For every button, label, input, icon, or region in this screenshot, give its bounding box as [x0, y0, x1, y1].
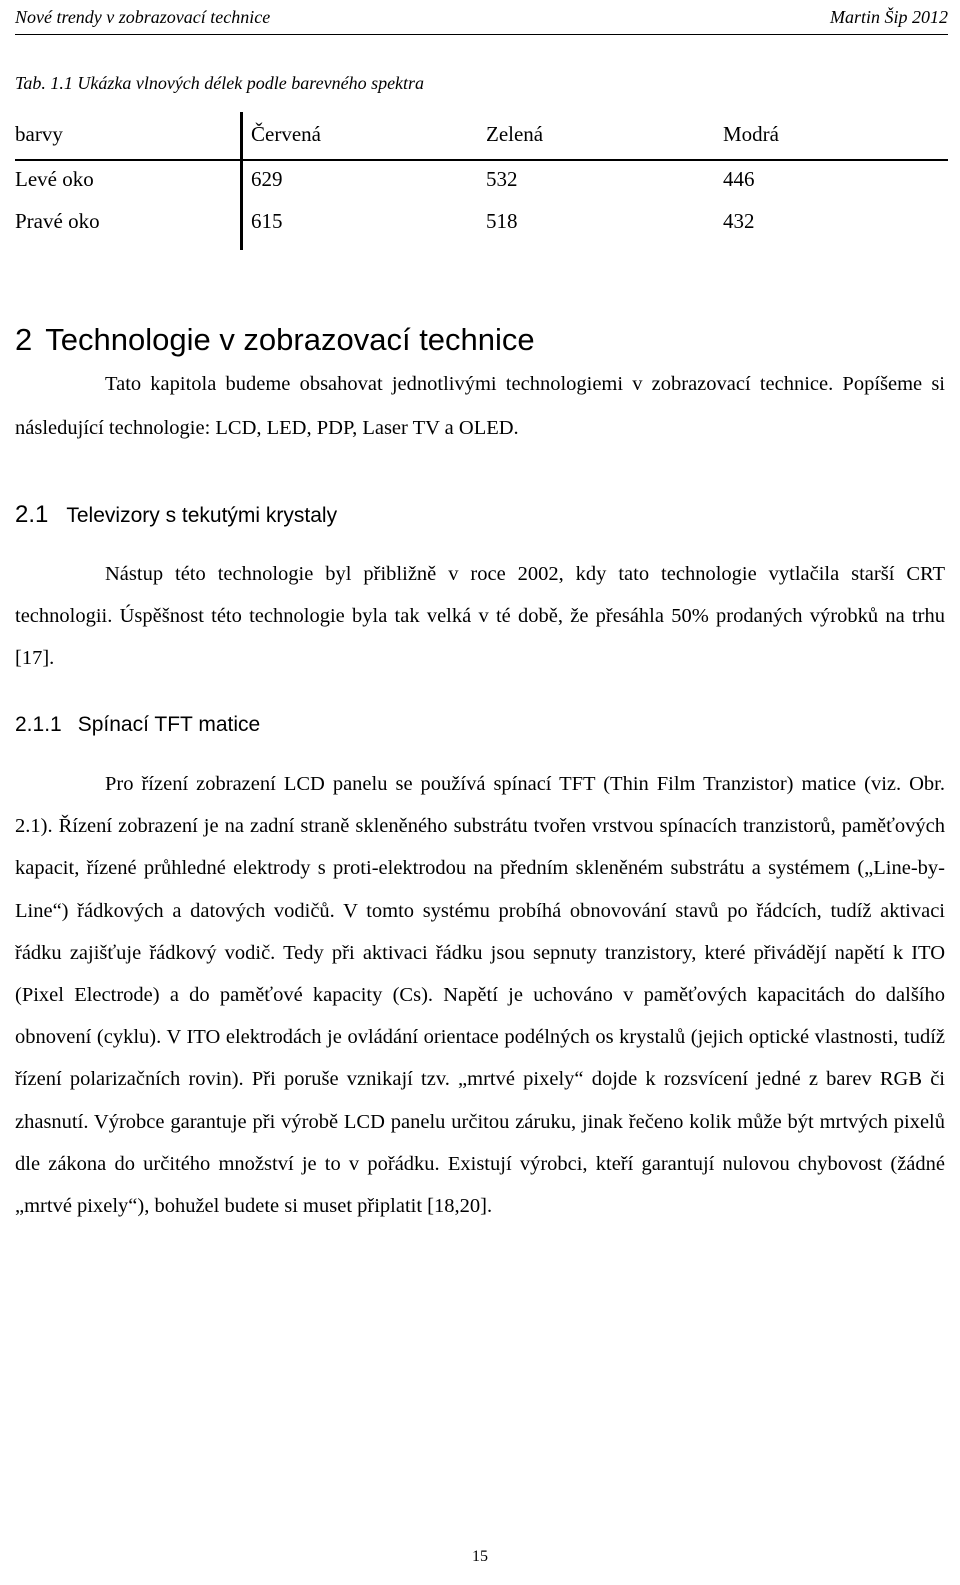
- chapter-heading: [15, 320, 535, 360]
- subsection-title: Spínací TFT matice: [77, 713, 261, 736]
- page-header: [15, 4, 948, 35]
- section-title: Televizory s tekutými krystaly: [66, 504, 338, 527]
- table-header-cell: barvy: [15, 122, 63, 146]
- table-header-cell: Modrá: [723, 122, 779, 146]
- table-cell: 629: [251, 167, 283, 191]
- subsection-paragraph: Pro řízení zobrazení LCD panelu se používá spínací TFT (Thin Film Tranzistor) matice (viz. Obr. 2.1). Řízení zobrazení je na zadní straně skleněného substrátu tvořen vrstvou spínacích tranzistorů, paměťových kapacit, řízené průhledné elektrody s proti-elektrodou na předním skleněném substrátu a systémem („Line-by-Line“) řádkových a datových vodičů. V tomto systému probíhá obnovování stavů po řádcích, tudíž aktivaci řádku zajišťuje řádkový vodič. Tedy při aktivaci řádku jsou sepnuty tranzistory, které přivádějí napětí k ITO (Pixel Electrode) a do paměťové kapacity (Cs). Napětí je uchováno v paměťových kapacitách do dalšího obnovení (cyklu). V ITO elektrodách je ovládání orientace podélných os krystalů (jejich optické vlastnosti, tudíž řízení polarizačních rovin). Při poruše vznikají tzv. „mrtvé pixely“ dojde k rozsvícení jedné z barev RGB či zhasnutí. Výrobce garantuje při výrobě LCD panelu určitou záruku, jinak řečeno kolik může být mrtvých pixelů dle zákona do určitého množství je to v pořádku. Existují výrobci, kteří garantují nulovou chybovost (žádné „mrtvé pixely“), bohužel budete si muset připlatit [18,20].: [15, 773, 945, 1218]
- table-caption: Tab. 1.1 Ukázka vlnových délek podle barevného spektra: [15, 73, 425, 93]
- header-title: Nové trendy v zobrazovací technice: [15, 7, 271, 27]
- table-cell: 518: [486, 209, 518, 233]
- table-row-label: Pravé oko: [15, 209, 100, 233]
- table-header-cell: Zelená: [486, 122, 544, 146]
- table-column-divider: [240, 112, 243, 250]
- subsection-heading: [15, 710, 260, 740]
- table-cell: 446: [723, 167, 755, 191]
- header-author: Martin Šip 2012: [829, 7, 948, 27]
- chapter-title: Technologie v zobrazovací technice: [45, 322, 535, 357]
- page-number: 15: [472, 1548, 488, 1565]
- table-header-divider: [15, 159, 948, 161]
- table-cell: 615: [251, 209, 283, 233]
- chapter-intro-paragraph: Tato kapitola budeme obsahovat jednotlivými technologiemi v zobrazovací technice. Popíšeme si následující technologie: LCD, LED, PDP, Laser TV a OLED.: [15, 373, 945, 439]
- table-cell: 432: [723, 209, 755, 233]
- table-header-cell: Červená: [251, 122, 321, 146]
- section-number: 2.1: [15, 501, 49, 528]
- subsection-number: 2.1.1: [15, 713, 62, 736]
- section-heading: [15, 500, 337, 531]
- table-row-label: Levé oko: [15, 167, 94, 191]
- table-cell: 532: [486, 167, 518, 191]
- chapter-number: 2: [15, 322, 33, 357]
- section-paragraph: Nástup této technologie byl přibližně v roce 2002, kdy tato technologie vytlačila starší CRT technologii. Úspěšnost této technologie byla tak velká v té době, že přesáhla 50% prodaných výrobků na trhu [17].: [15, 563, 945, 670]
